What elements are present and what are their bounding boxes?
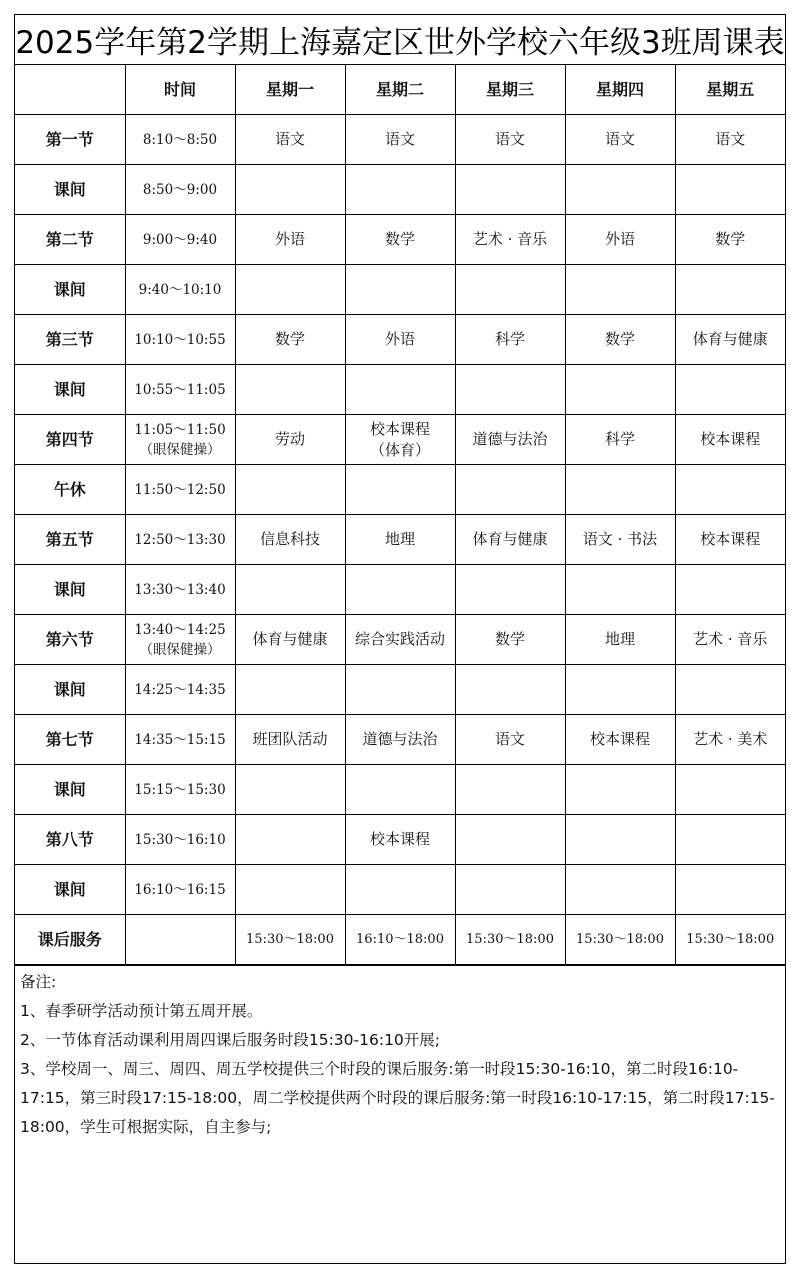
period-label: 课间 bbox=[15, 665, 125, 715]
class-subject: 15:30～18:00 bbox=[686, 932, 775, 947]
table-row bbox=[15, 115, 785, 165]
class-cell bbox=[675, 915, 785, 965]
class-subject: 道德与法治 bbox=[362, 730, 438, 748]
period-label: 第三节 bbox=[15, 315, 125, 365]
header-cell: 星期三 bbox=[455, 65, 565, 115]
class-cell bbox=[345, 115, 455, 165]
class-cell bbox=[235, 815, 345, 865]
note-item-3: 3、学校周一、周三、周四、周五学校提供三个时段的课后服务:第一时段15:30-16:10，第二时段16:10-17:15，第三时段17:15-18:00，周二学校提供两个时段的课后服务:第一时段16:10-17:15，第二时段17:15-18:00，学生可根据实际，自主参与; bbox=[20, 1060, 776, 1136]
class-cell bbox=[565, 915, 675, 965]
class-cell bbox=[345, 465, 455, 515]
table-row bbox=[15, 615, 785, 665]
class-subject: 16:10～18:00 bbox=[356, 932, 444, 947]
period-label: 课间 bbox=[15, 565, 125, 615]
class-cell bbox=[235, 215, 345, 265]
table-row bbox=[15, 565, 785, 615]
table-row bbox=[15, 665, 785, 715]
notes-heading: 备注: bbox=[20, 973, 57, 991]
class-cell bbox=[235, 115, 345, 165]
class-cell bbox=[455, 515, 565, 565]
class-cell bbox=[455, 365, 565, 415]
class-cell bbox=[345, 415, 455, 465]
class-cell bbox=[235, 615, 345, 665]
class-subject: 数学 bbox=[384, 230, 415, 248]
class-cell bbox=[675, 515, 785, 565]
class-subject: 地理 bbox=[604, 630, 635, 648]
period-label: 第六节 bbox=[15, 615, 125, 665]
class-cell bbox=[235, 515, 345, 565]
class-cell bbox=[235, 165, 345, 215]
class-subject: 校本课程 bbox=[700, 430, 761, 448]
period-label: 第八节 bbox=[15, 815, 125, 865]
period-label: 第一节 bbox=[15, 115, 125, 165]
table-row bbox=[15, 715, 785, 765]
period-time bbox=[125, 215, 235, 265]
class-cell bbox=[675, 365, 785, 415]
class-cell bbox=[565, 415, 675, 465]
class-cell bbox=[345, 315, 455, 365]
class-cell bbox=[235, 665, 345, 715]
class-subject: 语文 bbox=[494, 130, 525, 148]
class-cell bbox=[235, 865, 345, 915]
class-cell bbox=[565, 215, 675, 265]
class-cell bbox=[565, 615, 675, 665]
class-cell bbox=[235, 915, 345, 965]
class-cell bbox=[345, 715, 455, 765]
class-cell bbox=[345, 815, 455, 865]
period-time-text: 11:50～12:50 bbox=[134, 481, 226, 498]
class-cell bbox=[565, 315, 675, 365]
period-label: 第二节 bbox=[15, 215, 125, 265]
table-row bbox=[15, 415, 785, 465]
class-cell bbox=[565, 865, 675, 915]
class-cell bbox=[565, 165, 675, 215]
class-subject: 艺术 · 音乐 bbox=[472, 230, 548, 248]
class-cell bbox=[455, 415, 565, 465]
class-cell bbox=[235, 465, 345, 515]
class-subject: 体育与健康 bbox=[252, 630, 328, 648]
period-time-text: 13:30～13:40 bbox=[134, 581, 226, 598]
class-subject: 语文 bbox=[715, 130, 746, 148]
period-time-note: （眼保健操） bbox=[139, 441, 221, 458]
class-subject: 数学 bbox=[715, 230, 746, 248]
class-subject: 校本课程 bbox=[589, 730, 650, 748]
class-cell bbox=[235, 565, 345, 615]
period-time-text: 11:05～11:50 bbox=[134, 421, 226, 438]
period-time-text: 15:30～16:10 bbox=[134, 831, 226, 848]
class-cell bbox=[345, 515, 455, 565]
notes bbox=[15, 965, 785, 1142]
class-subject: 体育与健康 bbox=[692, 330, 768, 348]
class-cell bbox=[565, 565, 675, 615]
header-row bbox=[15, 65, 785, 115]
class-subject-note: （体育） bbox=[369, 440, 430, 459]
class-cell bbox=[565, 715, 675, 765]
period-label: 第五节 bbox=[15, 515, 125, 565]
class-subject: 语文 bbox=[604, 130, 635, 148]
class-cell bbox=[345, 765, 455, 815]
class-subject: 15:30～18:00 bbox=[246, 932, 334, 947]
class-cell bbox=[455, 615, 565, 665]
period-time-text: 10:55～11:05 bbox=[134, 381, 226, 398]
class-cell bbox=[345, 665, 455, 715]
class-cell bbox=[345, 265, 455, 315]
period-time bbox=[125, 715, 235, 765]
period-time-text: 8:10～8:50 bbox=[142, 131, 218, 148]
class-subject: 校本课程 bbox=[369, 830, 430, 848]
class-subject: 外语 bbox=[274, 230, 305, 248]
period-time bbox=[125, 815, 235, 865]
class-cell bbox=[565, 265, 675, 315]
class-cell bbox=[455, 915, 565, 965]
header-cell: 星期一 bbox=[235, 65, 345, 115]
table-row bbox=[15, 765, 785, 815]
period-time bbox=[125, 565, 235, 615]
class-cell bbox=[675, 865, 785, 915]
period-time-text: 10:10～10:55 bbox=[134, 331, 226, 348]
class-cell bbox=[235, 715, 345, 765]
class-subject: 数学 bbox=[494, 630, 525, 648]
class-subject: 外语 bbox=[384, 330, 415, 348]
period-label: 午休 bbox=[15, 465, 125, 515]
class-subject: 综合实践活动 bbox=[354, 630, 445, 648]
period-time bbox=[125, 315, 235, 365]
period-label: 第七节 bbox=[15, 715, 125, 765]
class-cell bbox=[675, 715, 785, 765]
page-title: 2025学年第2学期上海嘉定区世外学校六年级3班周课表 bbox=[15, 15, 785, 65]
class-cell bbox=[345, 565, 455, 615]
class-subject: 语文 bbox=[384, 130, 415, 148]
class-cell bbox=[565, 665, 675, 715]
class-cell bbox=[345, 215, 455, 265]
class-subject: 校本课程 bbox=[369, 419, 430, 438]
class-cell bbox=[565, 515, 675, 565]
class-cell bbox=[455, 815, 565, 865]
class-subject: 体育与健康 bbox=[472, 530, 548, 548]
period-time-text: 8:50～9:00 bbox=[142, 181, 218, 198]
class-cell bbox=[345, 165, 455, 215]
period-label: 课后服务 bbox=[15, 915, 125, 965]
class-cell bbox=[455, 715, 565, 765]
class-cell bbox=[455, 165, 565, 215]
class-cell bbox=[345, 915, 455, 965]
class-cell bbox=[675, 315, 785, 365]
table-row bbox=[15, 215, 785, 265]
class-subject: 艺术 · 音乐 bbox=[693, 630, 768, 648]
class-cell bbox=[675, 465, 785, 515]
period-label: 课间 bbox=[15, 165, 125, 215]
class-cell bbox=[565, 365, 675, 415]
period-time-text: 14:25～14:35 bbox=[134, 681, 226, 698]
period-time bbox=[125, 165, 235, 215]
class-cell bbox=[675, 815, 785, 865]
class-subject: 语文 · 书法 bbox=[582, 530, 658, 548]
period-time bbox=[125, 415, 235, 465]
period-time bbox=[125, 665, 235, 715]
class-cell bbox=[345, 615, 455, 665]
timetable-sheet bbox=[14, 14, 786, 1264]
class-cell bbox=[345, 365, 455, 415]
class-cell bbox=[455, 465, 565, 515]
period-time bbox=[125, 365, 235, 415]
class-subject: 艺术 · 美术 bbox=[693, 730, 768, 748]
header-cell: 星期四 bbox=[565, 65, 675, 115]
period-time bbox=[125, 515, 235, 565]
class-cell bbox=[455, 865, 565, 915]
class-cell bbox=[455, 665, 565, 715]
class-cell bbox=[675, 165, 785, 215]
class-cell bbox=[675, 215, 785, 265]
period-time-text: 9:40～10:10 bbox=[138, 281, 222, 298]
class-cell bbox=[345, 865, 455, 915]
class-subject: 语文 bbox=[274, 130, 305, 148]
class-cell bbox=[235, 265, 345, 315]
class-subject: 劳动 bbox=[274, 430, 305, 448]
period-label: 课间 bbox=[15, 865, 125, 915]
header-cell: 星期二 bbox=[345, 65, 455, 115]
class-cell bbox=[675, 265, 785, 315]
class-cell bbox=[565, 465, 675, 515]
class-subject: 地理 bbox=[384, 530, 415, 548]
class-cell bbox=[675, 415, 785, 465]
class-cell bbox=[675, 615, 785, 665]
class-cell bbox=[235, 315, 345, 365]
header-cell: 时间 bbox=[125, 65, 235, 115]
class-cell bbox=[455, 115, 565, 165]
period-label: 课间 bbox=[15, 365, 125, 415]
period-time bbox=[125, 465, 235, 515]
period-time-text: 16:10～16:15 bbox=[134, 881, 226, 898]
period-time bbox=[125, 765, 235, 815]
period-time-text: 15:15～15:30 bbox=[134, 781, 226, 798]
class-subject: 班团队活动 bbox=[252, 730, 328, 748]
period-label: 第四节 bbox=[15, 415, 125, 465]
period-time bbox=[125, 865, 235, 915]
table-row bbox=[15, 265, 785, 315]
period-time-text: 12:50～13:30 bbox=[134, 531, 226, 548]
class-cell bbox=[675, 765, 785, 815]
period-label: 课间 bbox=[15, 765, 125, 815]
period-time-text: 13:40～14:25 bbox=[134, 621, 226, 638]
class-subject: 道德与法治 bbox=[472, 430, 548, 448]
table-row bbox=[15, 165, 785, 215]
table-row bbox=[15, 365, 785, 415]
period-time bbox=[125, 915, 235, 965]
class-cell bbox=[455, 265, 565, 315]
class-cell bbox=[455, 315, 565, 365]
period-time-note: （眼保健操） bbox=[139, 641, 221, 658]
class-cell bbox=[235, 415, 345, 465]
class-subject: 科学 bbox=[494, 330, 525, 348]
class-subject: 信息科技 bbox=[259, 530, 320, 548]
note-item-1: 1、春季研学活动预计第五周开展。 bbox=[20, 1002, 263, 1020]
class-cell bbox=[455, 565, 565, 615]
class-subject: 数学 bbox=[274, 330, 305, 348]
period-time bbox=[125, 115, 235, 165]
header-cell bbox=[15, 65, 125, 115]
class-subject: 语文 bbox=[494, 730, 525, 748]
period-time-text: 9:00～9:40 bbox=[142, 231, 218, 248]
class-cell bbox=[565, 115, 675, 165]
table-row bbox=[15, 865, 785, 915]
class-subject: 15:30～18:00 bbox=[466, 932, 554, 947]
note-item-2: 2、一节体育活动课利用周四课后服务时段15:30-16:10开展; bbox=[20, 1031, 441, 1049]
class-subject: 15:30～18:00 bbox=[576, 932, 664, 947]
class-subject: 外语 bbox=[604, 230, 635, 248]
class-cell bbox=[675, 565, 785, 615]
class-cell bbox=[455, 215, 565, 265]
class-cell bbox=[675, 115, 785, 165]
table-row bbox=[15, 515, 785, 565]
table-row bbox=[15, 465, 785, 515]
class-subject: 校本课程 bbox=[700, 530, 761, 548]
table-row bbox=[15, 315, 785, 365]
class-cell bbox=[675, 665, 785, 715]
class-cell bbox=[235, 765, 345, 815]
class-subject: 数学 bbox=[604, 330, 635, 348]
period-label: 课间 bbox=[15, 265, 125, 315]
period-time bbox=[125, 265, 235, 315]
timetable bbox=[15, 65, 785, 965]
class-subject: 科学 bbox=[604, 430, 635, 448]
table-row bbox=[15, 815, 785, 865]
period-time-text: 14:35～15:15 bbox=[134, 731, 226, 748]
table-row bbox=[15, 915, 785, 965]
class-cell bbox=[235, 365, 345, 415]
class-cell bbox=[565, 815, 675, 865]
header-cell: 星期五 bbox=[675, 65, 785, 115]
class-cell bbox=[455, 765, 565, 815]
period-time bbox=[125, 615, 235, 665]
class-cell bbox=[565, 765, 675, 815]
